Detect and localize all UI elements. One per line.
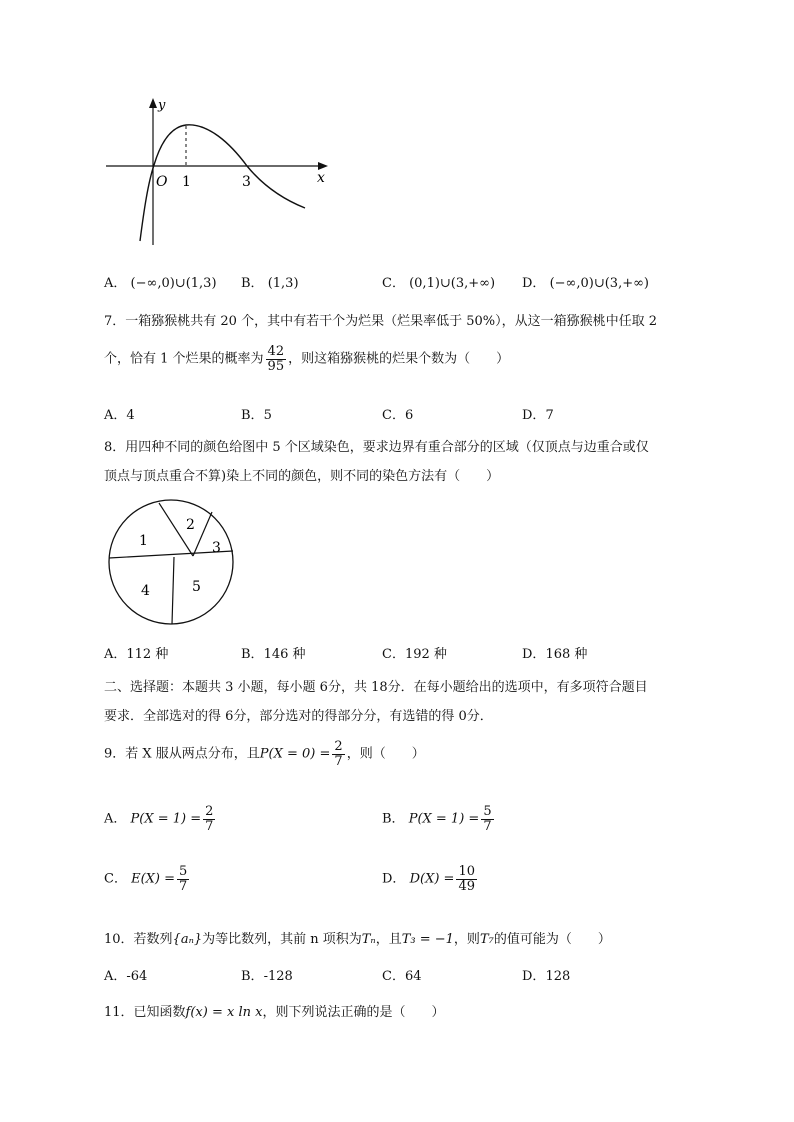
function-graph — [100, 95, 340, 250]
q8-option-b[interactable]: B．146 种 — [241, 647, 306, 662]
x-axis-label: x — [317, 170, 325, 186]
section2-line1: 二、选择题：本题共 3 小题，每小题 6分，共 18分．在每小题给出的选项中，有多项符合题目 — [104, 680, 648, 695]
q8-option-c[interactable]: C．192 种 — [382, 647, 447, 662]
region-circle-diagram — [104, 495, 238, 629]
q9-option-d[interactable]: D． D(X) = $\frac{10}{49}$ — [382, 864, 475, 894]
q10-option-d[interactable]: D．128 — [522, 969, 571, 984]
q7-option-a[interactable]: A．4 — [104, 408, 135, 423]
region-3-label: 3 — [212, 540, 221, 556]
region-4-label: 4 — [141, 583, 150, 599]
q7-line1: 7．一箱猕猴桃共有 20 个，其中有若干个为烂果（烂果率低于 50%），从这一箱猕猴桃中任取 2 — [104, 314, 658, 329]
q6-option-d[interactable]: D． (−∞,0)∪(3,+∞) — [522, 276, 650, 291]
tick-1-label: 1 — [182, 174, 191, 190]
y-axis-arrow — [149, 98, 157, 108]
region-2-label: 2 — [186, 517, 195, 533]
q7-option-b[interactable]: B．5 — [241, 408, 272, 423]
region-5-label: 5 — [192, 579, 201, 595]
origin-label: O — [156, 174, 168, 190]
q8-option-d[interactable]: D．168 种 — [522, 647, 588, 662]
divider-2-3 — [193, 512, 212, 556]
q6-option-a[interactable]: A． (−∞,0)∪(1,3) — [104, 276, 217, 291]
q9-option-a[interactable]: A． P(X = 1) = $\frac{2}{7}$ — [104, 804, 214, 834]
q10-option-a[interactable]: A．-64 — [104, 969, 148, 984]
outer-circle — [109, 500, 233, 624]
q9-option-b[interactable]: B． P(X = 1) = $\frac{5}{7}$ — [382, 804, 492, 834]
tick-3-label: 3 — [242, 174, 251, 190]
x-axis-arrow — [318, 162, 328, 170]
q10-option-c[interactable]: C．64 — [382, 969, 422, 984]
divider-4-5 — [172, 557, 174, 624]
q7-fraction: $\frac{42}{95}$ — [267, 344, 285, 374]
q10-option-b[interactable]: B．-128 — [241, 969, 293, 984]
q8-option-a[interactable]: A．112 种 — [104, 647, 169, 662]
q9-option-c[interactable]: C． E(X) = $\frac{5}{7}$ — [104, 864, 188, 894]
q8-line1: 8．用四种不同的颜色给图中 5 个区域染色，要求边界有重合部分的区域（仅顶点与边重合或仅 — [104, 440, 649, 455]
q8-line2: 顶点与顶点重合不算)染上不同的颜色，则不同的染色方法有（ ） — [104, 469, 500, 484]
q7-option-c[interactable]: C．6 — [382, 408, 414, 423]
region-1-label: 1 — [139, 533, 148, 549]
section2-line2: 要求．全部选对的得 6分，部分选对的得部分分，有选错的得 0分． — [104, 709, 493, 724]
y-axis-label: y — [158, 98, 166, 113]
q10-stem: 10．若数列{aₙ}为等比数列，其前 n 项积为Tₙ，且T₃ = −1，则T₇的值可能为（ ） — [104, 932, 611, 947]
q7-line2: 个，恰有 1 个烂果的概率为 $\frac{42}{95}$ ，则这箱猕猴桃的烂果个数为（ ） — [104, 344, 510, 374]
q9-stem: 9．若 X 服从两点分布，且P(X = 0) = $\frac{2}{7}$ ，则（ ） — [104, 739, 425, 769]
q6-option-b[interactable]: B． (1,3) — [241, 276, 299, 291]
q7-option-d[interactable]: D．7 — [522, 408, 554, 423]
q6-option-c[interactable]: C． (0,1)∪(3,+∞) — [382, 276, 496, 291]
q11-stem: 11．已知函数f(x) = x ln x，则下列说法正确的是（ ） — [104, 1005, 445, 1020]
